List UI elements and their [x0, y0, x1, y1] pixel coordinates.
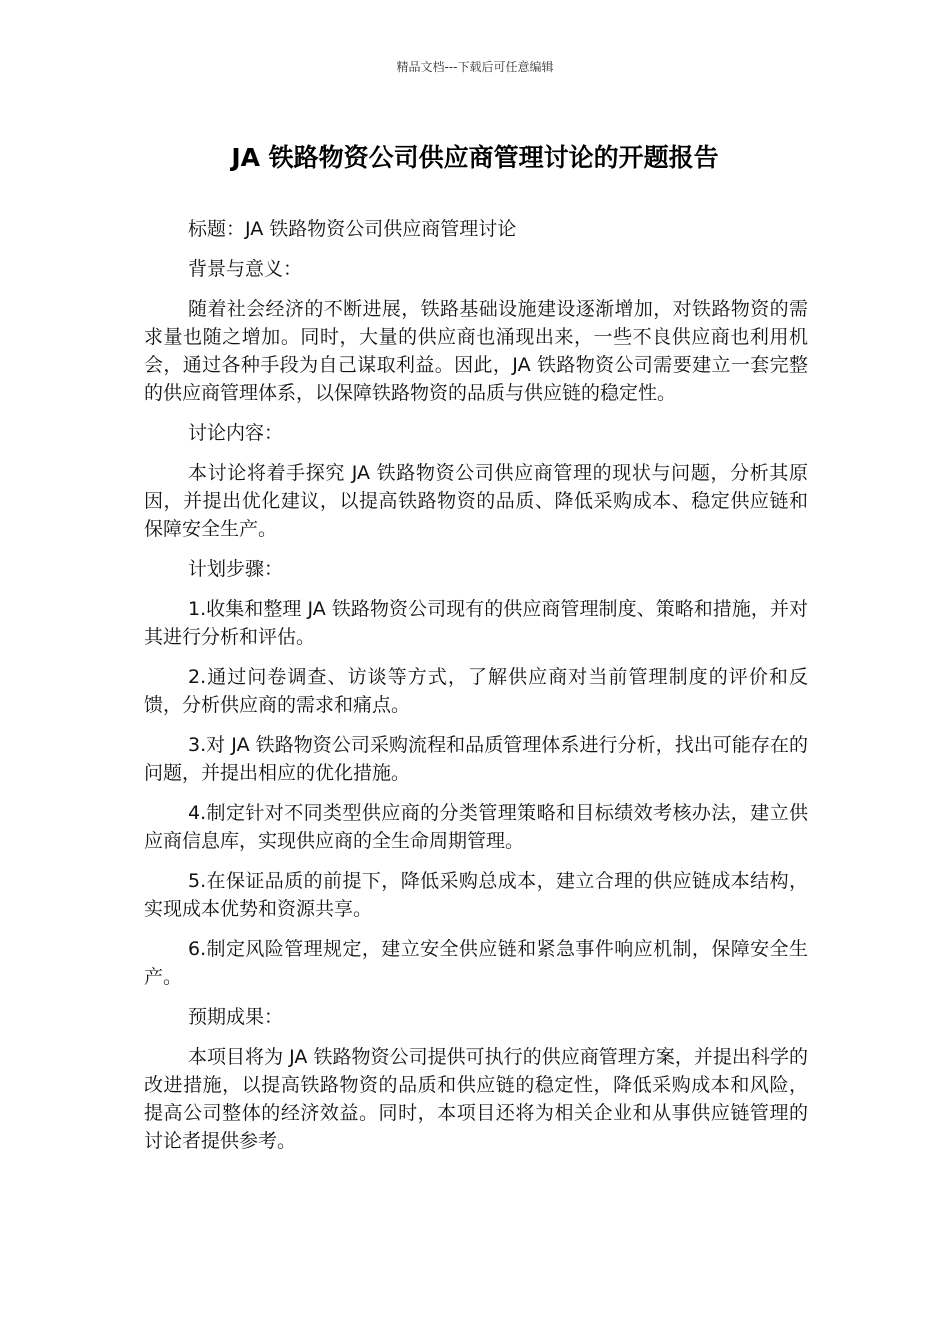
subject-line: 标题：JA 铁路物资公司供应商管理讨论	[188, 218, 517, 240]
plan-step-4: 4.制定针对不同类型供应商的分类管理策略和目标绩效考核办法，建立供应商信息库，实现供应商的全生命周期管理。	[144, 802, 808, 852]
section-heading-outcomes: 预期成果：	[188, 1006, 284, 1028]
section-heading-background: 背景与意义：	[188, 258, 303, 280]
section-heading-plan: 计划步骤：	[188, 558, 284, 580]
outcomes-paragraph: 本项目将为 JA 铁路物资公司提供可执行的供应商管理方案，并提出科学的改进措施，以提高铁路物资的品质和供应链的稳定性，降低采购成本和风险，提高公司整体的经济效益。同时，本项目还将为相关企业和从事供应链管理的讨论者提供参考。	[144, 1046, 808, 1152]
plan-step-3: 3.对 JA 铁路物资公司采购流程和品质管理体系进行分析，找出可能存在的问题，并提出相应的优化措施。	[144, 734, 808, 784]
document-title: JA 铁路物资公司供应商管理讨论的开题报告	[231, 143, 719, 172]
background-paragraph: 随着社会经济的不断进展，铁路基础设施建设逐渐增加，对铁路物资的需求量也随之增加。同时，大量的供应商也涌现出来，一些不良供应商也利用机会，通过各种手段为自己谋取利益。因此，JA 铁路物资公司需要建立一套完整的供应商管理体系，以保障铁路物资的品质与供应链的稳定性。	[144, 298, 808, 404]
document-body	[144, 215, 808, 1167]
content-paragraph: 本讨论将着手探究 JA 铁路物资公司供应商管理的现状与问题，分析其原因，并提出优化建议，以提高铁路物资的品质、降低采购成本、稳定供应链和保障安全生产。	[144, 462, 808, 540]
section-heading-content: 讨论内容：	[188, 422, 284, 444]
plan-step-6: 6.制定风险管理规定，建立安全供应链和紧急事件响应机制，保障安全生产。	[144, 938, 808, 988]
plan-step-5: 5.在保证品质的前提下，降低采购总成本，建立合理的供应链成本结构，实现成本优势和资源共享。	[144, 870, 808, 920]
header-note: 精品文档---下载后可任意编辑	[396, 60, 554, 74]
plan-step-1: 1.收集和整理 JA 铁路物资公司现有的供应商管理制度、策略和措施，并对其进行分析和评估。	[144, 598, 808, 648]
plan-step-2: 2.通过问卷调查、访谈等方式，了解供应商对当前管理制度的评价和反馈，分析供应商的需求和痛点。	[144, 666, 808, 716]
